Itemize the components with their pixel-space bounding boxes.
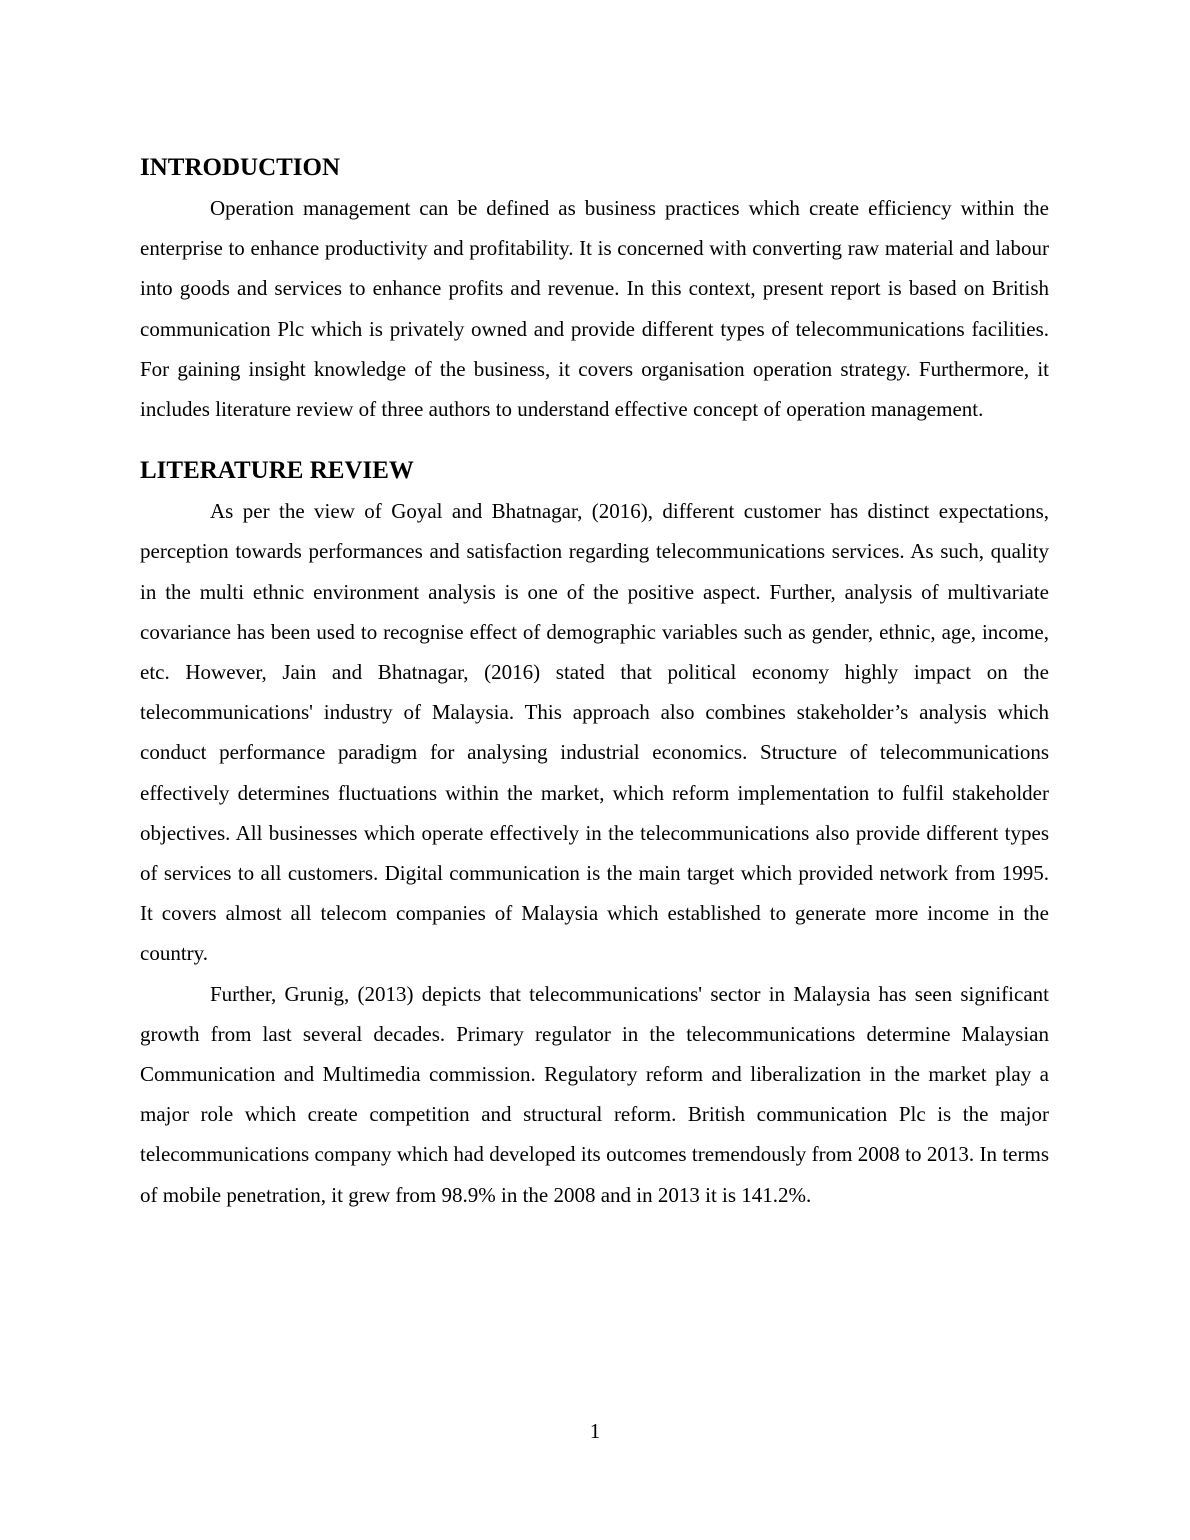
- literature-review-paragraph-2: Further, Grunig, (2013) depicts that telecommunications' sector in Malaysia has seen significant growth from last several decades. Primary regulator in the telecommunications determine Malaysian Communication and Multimedia commission. Regulatory reform and liberalization in the market play a major role which create competition and structural reform. British communication Plc is the major telecommunications company which had developed its outcomes tremendously from 2008 to 2013. In terms of mobile penetration, it grew from 98.9% in the 2008 and in 2013 it is 141.2%.: [140, 981, 1049, 1207]
- literature-review-heading: LITERATURE REVIEW: [140, 457, 414, 485]
- page-content: [140, 148, 1049, 1215]
- literature-review-paragraph-1: As per the view of Goyal and Bhatnagar, (2016), different customer has distinct expectations, perception towards performances and satisfaction regarding telecommunications services. As such, quality in the multi ethnic environment analysis is one of the positive aspect. Further, analysis of multivariate covariance has been used to recognise effect of demographic variables such as gender, ethnic, age, income, etc. However, Jain and Bhatnagar, (2016) stated that political economy highly impact on the telecommunications' industry of Malaysia. This approach also combines stakeholder’s analysis which conduct performance paradigm for analysing industrial economics. Structure of telecommunications effectively determines fluctuations within the market, which reform implementation to fulfil stakeholder objectives. All businesses which operate effectively in the telecommunications also provide different types of services to all customers. Digital communication is the main target which provided network from 1995. It covers almost all telecom companies of Malaysia which established to generate more income in the country.: [140, 499, 1049, 966]
- introduction-heading: INTRODUCTION: [140, 154, 341, 181]
- introduction-paragraph: Operation management can be defined as business practices which create efficiency within the enterprise to enhance productivity and profitability. It is concerned with converting raw material and labour into goods and services to enhance profits and revenue. In this context, present report is based on British communication Plc which is privately owned and provide different types of telecommunications facilities. For gaining insight knowledge of the business, it covers organisation operation strategy. Furthermore, it includes literature review of three authors to understand effective concept of operation management.: [140, 196, 1049, 422]
- page-number: 1: [589, 1419, 601, 1443]
